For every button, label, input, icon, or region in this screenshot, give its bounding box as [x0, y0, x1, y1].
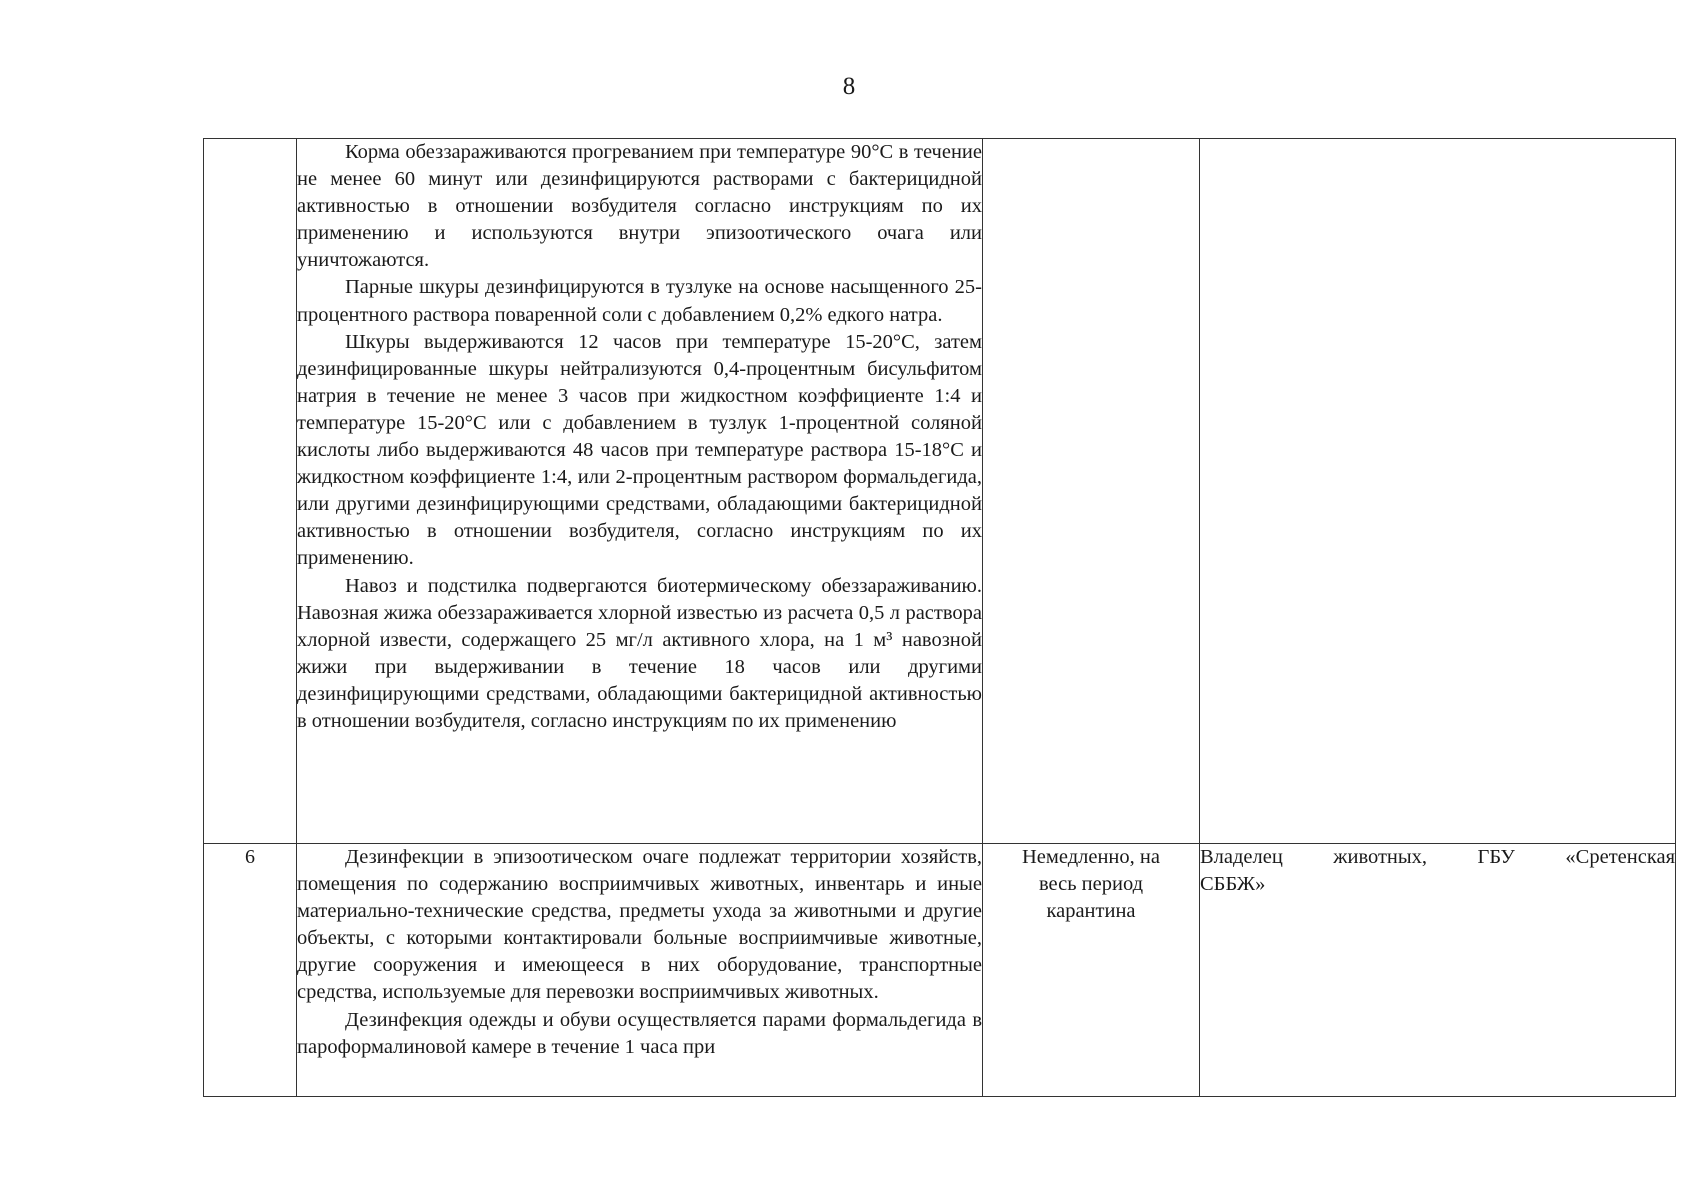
responsible-line: СББЖ» [1200, 873, 1266, 895]
table-row [204, 139, 1676, 844]
deadline-line: карантина [1046, 900, 1136, 922]
measures-table [203, 138, 1676, 1097]
deadline-cell [983, 844, 1200, 1097]
paragraph-clothing: Дезинфекция одежды и обуви осуществляется парами формальдегида в пароформалиновой камере в течение 1 часа при [297, 1008, 982, 1058]
paragraph-hides-treatment: Шкуры выдерживаются 12 часов при температуре 15-20°С, затем дезинфицированные шкуры нейтрализуются 0,4-процентным бисульфитом натрия в течение не менее 3 часов при жидкостном коэффициенте 1:4 и температуре 15-20°С или с добавлением в тузлук 1-процентной соляной кислоты либо выдерживаются 48 часов при температуре раствора 15-18°С и жидкостном коэффициенте 1:4, или 2-процентным раствором формальдегида, или другими дезинфицирующими средствами, обладающими бактерицидной активностью в отношении возбудителя, согласно инструкциям по их применению. [297, 330, 982, 570]
table-row [204, 844, 1676, 1097]
measure-description-cell [297, 844, 983, 1097]
deadline-cell [983, 139, 1200, 844]
row-number-cell [204, 139, 297, 844]
deadline-line: весь период [1038, 873, 1144, 895]
paragraph-disinfection: Дезинфекции в эпизоотическом очаге подлежат территории хозяйств, помещения по содержанию восприимчивых животных, инвентарь и иные материально-технические средства, предметы ухода за животными и другие объекты, с которыми контактировали больные восприимчивые животные, другие сооружения и имеющееся в них оборудование, транспортные средства, используемые для перевозки восприимчивых животных. [297, 846, 982, 1004]
paragraph-manure: Навоз и подстилка подвергаются биотермическому обеззараживанию. Навозная жижа обеззараживается хлорной известью из расчета 0,5 л раствора хлорной извести, содержащего 25 мг/л активного хлора, на 1 м³ навозной жижи при выдерживании в течение 18 часов или другими дезинфицирующими средствами, обладающими бактерицидной активностью в отношении возбудителя, согласно инструкциям по их применению [297, 574, 982, 732]
measure-description-cell [297, 139, 983, 844]
paragraph-feed: Корма обеззараживаются прогреванием при температуре 90°С в течение не менее 60 минут или дезинфицируются растворами с бактерицидной активностью в отношении возбудителя согласно инструкциям по их применению и используются внутри эпизоотического очага или уничтожаются. [297, 141, 982, 272]
deadline-line: Немедленно, на [1022, 846, 1160, 868]
responsible-cell [1200, 139, 1676, 844]
row-number-cell: 6 [204, 844, 297, 1097]
responsible-line: Владелец животных, ГБУ «Сретенская [1200, 846, 1675, 868]
responsible-cell [1200, 844, 1676, 1097]
paragraph-hides: Парные шкуры дезинфицируются в тузлуке на основе насыщенного 25-процентного раствора поваренной соли с добавлением 0,2% едкого натра. [297, 276, 982, 326]
page-number: 8 [842, 73, 856, 100]
